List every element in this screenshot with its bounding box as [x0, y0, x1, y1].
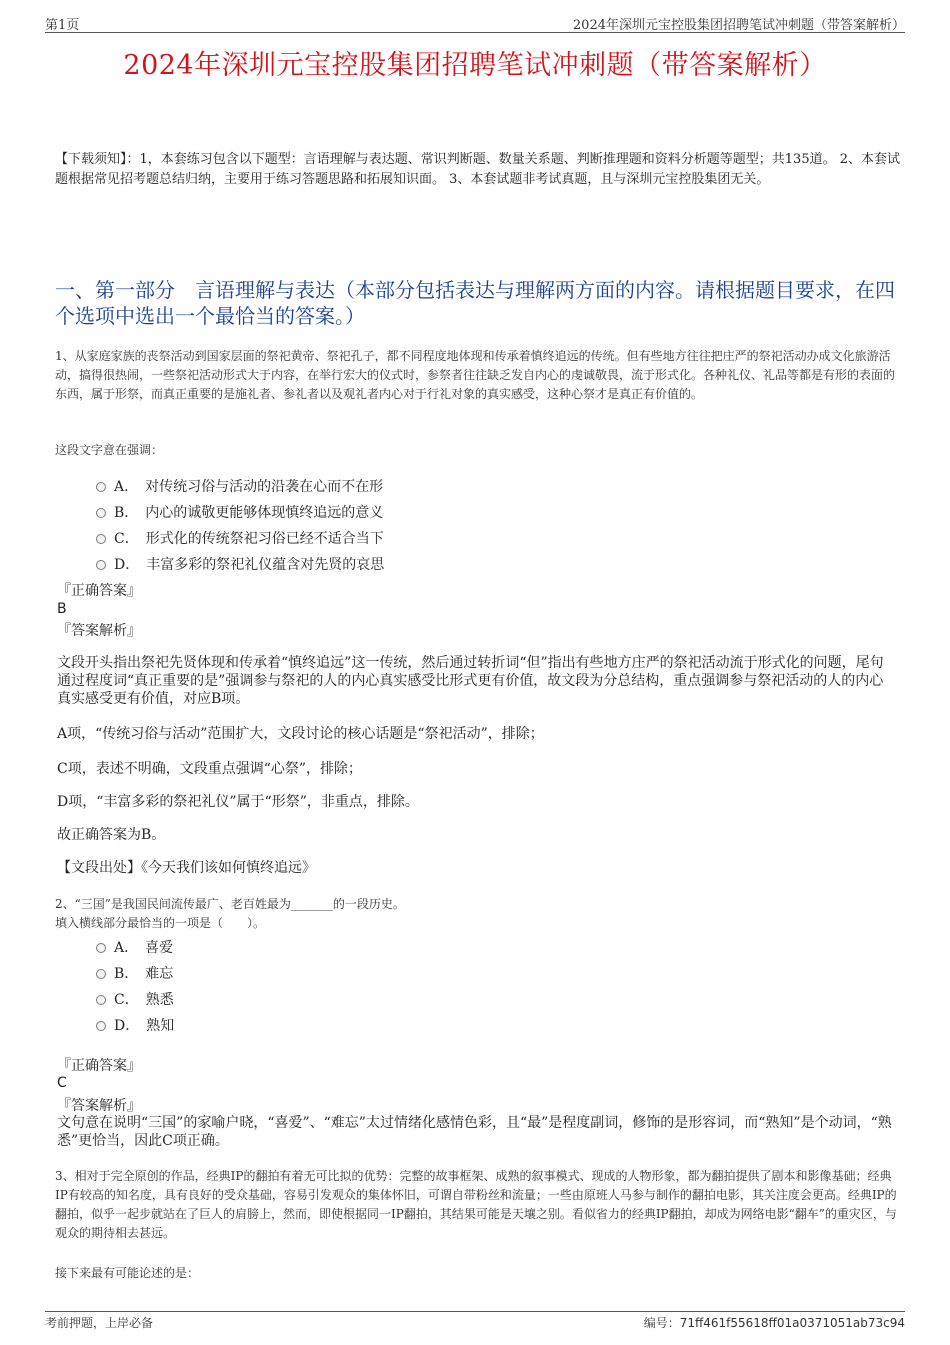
- header-doc-title: 2024年深圳元宝控股集团招聘笔试冲刺题（带答案解析）: [572, 18, 905, 33]
- footer-code: [644, 1314, 905, 1331]
- q2-answer: C: [57, 1075, 67, 1091]
- footer-slogan: 考前押题，上岸必备: [45, 1316, 154, 1330]
- radio-icon[interactable]: [96, 943, 106, 953]
- q2-question: 填入横线部分最恰当的一项是（ ）。: [55, 916, 266, 930]
- q1-answer: B: [57, 601, 67, 617]
- footer-code-value: 71ff461f55618ff01a0371051ab73c94: [679, 1316, 905, 1330]
- page-title: 2024年深圳元宝控股集团招聘笔试冲刺题（带答案解析）: [123, 50, 827, 81]
- q1-question: 这段文字意在强调：: [55, 443, 164, 457]
- footer-divider: [45, 1311, 905, 1312]
- q1-source: 【文段出处】《今天我们该如何慎终追远》: [57, 860, 316, 876]
- radio-icon[interactable]: [96, 482, 106, 492]
- q1-conclusion: 故正确答案为B。: [57, 827, 166, 843]
- q1-analysis: 文段开头指出祭祀先贤体现和传承着“慎终追远”这一传统，然后通过转折词“但”指出有些地方庄严的祭祀活动流于形式化的问题，尾句通过程度词“真正重要的是”强调参与祭祀的人的内心真实感受比形式更有价值，故文段为分总结构，重点强调参与祭祀活动的人的内心真实感受更有价值，对应B项。: [57, 655, 884, 707]
- q2-answer-label: 『正确答案』: [57, 1058, 141, 1074]
- footer-code-label: 编号：: [643, 1316, 680, 1330]
- q1-answer-label: 『正确答案』: [57, 583, 141, 599]
- download-notice: 【下载须知】：1，本套练习包含以下题型：言语理解与表达题、常识判断题、数量关系题、判断推理题和资料分析题等题型；共135道。 2、本套试题根据常见招考题总结归纳，主要用于练习答题思路和拓展知识面。 3、本套试题非考试真题，且与深圳元宝控股集团无关。: [55, 152, 900, 187]
- q1-analysis-a: A项，“传统习俗与活动”范围扩大，文段讨论的核心话题是“祭祀活动”，排除；: [57, 726, 544, 742]
- page-number-label: 第1页: [45, 18, 80, 33]
- q1-analysis-c: C项，表述不明确，文段重点强调“心祭”，排除；: [57, 761, 363, 777]
- header-divider: [45, 32, 905, 33]
- q2-analysis: 文句意在说明“三国”的家喻户晓，“喜爱”、“难忘”太过情绪化感情色彩，且“最”是程度副词，修饰的是形容词，而“熟知”是个动词，“熟悉”更恰当，因此C项正确。: [57, 1115, 892, 1149]
- radio-icon[interactable]: [96, 1021, 106, 1031]
- q1-analysis-d: D项，“丰富多彩的祭祀礼仪”属于“形祭”，非重点，排除。: [57, 794, 419, 810]
- q2-analysis-label: 『答案解析』: [57, 1098, 141, 1114]
- q1-analysis-label: 『答案解析』: [57, 623, 141, 639]
- radio-icon[interactable]: [96, 560, 106, 570]
- radio-icon[interactable]: [96, 969, 106, 979]
- q3-stem: 3、相对于完全原创的作品，经典IP的翻拍有着无可比拟的优势：完整的故事框架、成熟的叙事模式、现成的人物形象，都为翻拍提供了剧本和影像基础；经典IP有较高的知名度，具有良好的受众基础，容易引发观众的集体怀旧，可谓自带粉丝和流量；一些由原班人马参与制作的翻拍电影，其关注度会更高。经典IP的翻拍，似乎一起步就站在了巨人的肩膀上，然而，即使根据同一IP翻拍，其结果可能是天壤之别。看似省力的经典IP翻拍，却成为网络电影“翻车”的重灾区，与观众的期待相去甚远。: [55, 1169, 897, 1240]
- section-heading: 一、第一部分 言语理解与表达（本部分包括表达与理解两方面的内容。请根据题目要求，在四个选项中选出一个最恰当的答案。）: [55, 278, 895, 328]
- radio-icon[interactable]: [96, 995, 106, 1005]
- q3-question: 接下来最有可能论述的是：: [55, 1266, 200, 1280]
- q1-stem: 1、从家庭家族的丧祭活动到国家层面的祭祀黄帝、祭祀孔子，都不同程度地体现和传承着慎终追远的传统。但有些地方往往把庄严的祭祀活动办成文化旅游活动，搞得很热闹，一些祭祀活动形式大于内容，在举行宏大的仪式时，参祭者往往缺乏发自内心的虔诚敬畏，流于形式化。各种礼仪、礼品等都是有形的表面的东西，属于形祭，而真正重要的是施礼者、参礼者以及观礼者内心对于行礼对象的真实感受，这种心祭才是真正有价值的。: [55, 349, 896, 401]
- radio-icon[interactable]: [96, 508, 106, 518]
- q2-stem: 2、“三国”是我国民间流传最广、老百姓最为_______的一段历史。: [55, 897, 405, 911]
- radio-icon[interactable]: [96, 534, 106, 544]
